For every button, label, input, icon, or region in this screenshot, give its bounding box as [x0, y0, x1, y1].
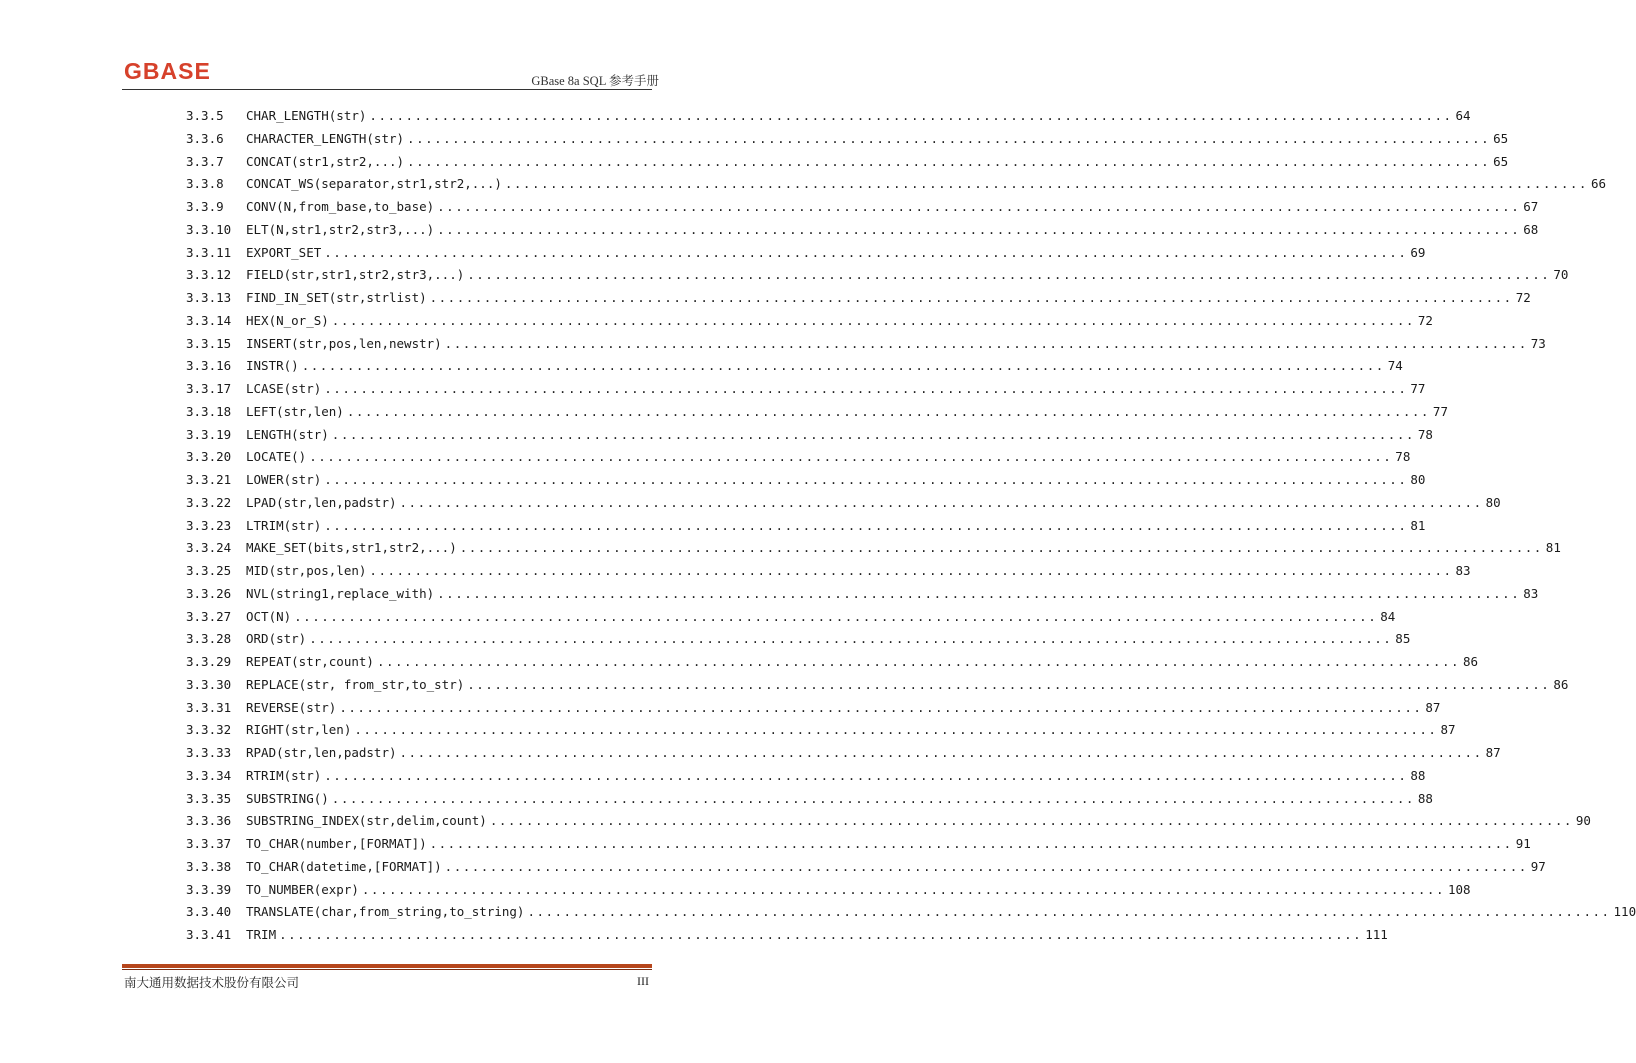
toc-dot-leader: ........................................................................................................................	[376, 654, 1461, 669]
toc-dot-leader: ........................................................................................................................	[467, 676, 1551, 692]
toc-entry-page: 85	[1395, 631, 1411, 647]
toc-entry-title: LCASE(str)	[246, 381, 322, 396]
toc-entry-page: 90	[1575, 813, 1591, 829]
toc-entry[interactable]	[186, 219, 1539, 242]
toc-entry[interactable]	[186, 788, 1433, 811]
toc-entry-page: 87	[1425, 699, 1441, 715]
toc-entry-page: 83	[1523, 585, 1539, 601]
toc-entry-number: 3.3.19	[186, 426, 232, 442]
toc-dot-leader: ........................................................................................................................	[331, 426, 1415, 442]
toc-entry-page: 111	[1365, 927, 1388, 942]
toc-dot-leader: ........................................................................................................................	[437, 585, 1521, 601]
toc-entry-number: 3.3.17	[186, 381, 232, 396]
toc-entry-title: SUBSTRING()	[246, 790, 329, 806]
toc-entry-number: 3.3.30	[186, 676, 232, 692]
toc-entry-number: 3.3.20	[186, 449, 232, 465]
toc-entry[interactable]	[186, 264, 1569, 287]
toc-entry-number: 3.3.39	[186, 881, 232, 897]
toc-entry-page: 86	[1553, 676, 1569, 692]
toc-entry[interactable]	[186, 401, 1448, 424]
toc-entry-page: 72	[1515, 290, 1531, 305]
toc-entry-number: 3.3.21	[186, 472, 232, 487]
toc-entry-page: 83	[1455, 563, 1471, 578]
toc-entry-title: NVL(string1,replace_with)	[246, 585, 435, 601]
toc-entry-page: 70	[1553, 267, 1569, 283]
toc-dot-leader: ........................................................................................................................	[437, 199, 1521, 214]
toc-entry-page: 67	[1523, 199, 1539, 214]
toc-entry-title: CHARACTER_LENGTH(str)	[246, 130, 405, 146]
toc-dot-leader: ........................................................................................................................	[407, 130, 1491, 146]
toc-entry-title: TRIM	[246, 927, 277, 942]
toc-dot-leader: ........................................................................................................................	[324, 381, 1408, 396]
toc-entry[interactable]	[186, 924, 1388, 947]
toc-entry-number: 3.3.36	[186, 813, 232, 829]
toc-entry[interactable]	[186, 196, 1539, 219]
toc-entry-page: 87	[1485, 745, 1501, 760]
toc-entry-title: MAKE_SET(bits,str1,str2,...)	[246, 540, 457, 556]
toc-entry[interactable]	[186, 469, 1426, 492]
toc-entry[interactable]	[186, 355, 1403, 378]
toc-entry-title: LPAD(str,len,padstr)	[246, 494, 397, 510]
toc-dot-leader: ........................................................................................................................	[399, 745, 1483, 760]
toc-entry-number: 3.3.12	[186, 267, 232, 283]
toc-dot-leader: ........................................................................................................................	[429, 290, 1513, 305]
toc-entry[interactable]	[186, 446, 1411, 469]
toc-dot-leader: ........................................................................................................................	[444, 335, 1528, 351]
header-divider	[122, 89, 652, 90]
toc-dot-leader: ........................................................................................................................	[309, 449, 1393, 465]
toc-entry-page: 72	[1417, 312, 1433, 328]
toc-entry[interactable]	[186, 424, 1433, 447]
toc-dot-leader: ........................................................................................................................	[369, 563, 1453, 578]
toc-entry-page: 88	[1417, 790, 1433, 806]
toc-entry-page: 77	[1432, 403, 1448, 419]
toc-entry-number: 3.3.37	[186, 836, 232, 851]
toc-dot-leader: ........................................................................................................................	[407, 153, 1491, 169]
footer-divider	[122, 964, 652, 968]
footer-company-name: 南大通用数据技术股份有限公司	[124, 975, 300, 990]
toc-entry[interactable]	[186, 674, 1569, 697]
toc-entry-title: LTRIM(str)	[246, 517, 322, 533]
toc-entry[interactable]	[186, 606, 1396, 629]
toc-entry-number: 3.3.34	[186, 767, 232, 783]
toc-entry-page: 77	[1410, 381, 1426, 396]
toc-entry[interactable]	[186, 242, 1426, 265]
toc-dot-leader: ........................................................................................................................	[504, 176, 1588, 192]
toc-entry-page: 80	[1410, 472, 1426, 487]
toc-entry-number: 3.3.5	[186, 108, 224, 123]
toc-entry-page: 74	[1387, 358, 1403, 374]
toc-dot-leader: ........................................................................................................................	[324, 517, 1408, 533]
toc-entry-number: 3.3.25	[186, 563, 232, 578]
toc-dot-leader: ........................................................................................................................	[346, 403, 1430, 419]
toc-entry-page: 81	[1410, 517, 1426, 533]
toc-entry[interactable]	[186, 560, 1471, 583]
toc-entry-page: 69	[1410, 244, 1426, 260]
toc-entry-title: RPAD(str,len,padstr)	[246, 745, 397, 760]
toc-entry[interactable]	[186, 333, 1546, 356]
toc-entry-title: FIND_IN_SET(str,strlist)	[246, 290, 427, 305]
toc-entry[interactable]	[186, 151, 1509, 174]
toc-dot-leader: ........................................................................................................................	[354, 722, 1438, 738]
toc-entry-page: 91	[1515, 836, 1531, 851]
toc-entry-title: EXPORT_SET	[246, 244, 322, 260]
toc-entry-page: 88	[1410, 767, 1426, 783]
toc-dot-leader: ........................................................................................................................	[489, 813, 1573, 829]
toc-entry-number: 3.3.14	[186, 312, 232, 328]
toc-entry-number: 3.3.41	[186, 927, 232, 942]
toc-entry-page: 87	[1440, 722, 1456, 738]
toc-entry-title: OCT(N)	[246, 608, 292, 624]
toc-entry-number: 3.3.18	[186, 403, 232, 419]
toc-entry-page: 108	[1447, 881, 1471, 897]
toc-entry-title: ORD(str)	[246, 631, 307, 647]
toc-entry-title: TRANSLATE(char,from_string,to_string)	[246, 904, 525, 920]
toc-dot-leader: ........................................................................................................................	[324, 244, 1408, 260]
toc-entry[interactable]	[186, 583, 1539, 606]
toc-entry-page: 64	[1455, 108, 1471, 123]
toc-entry[interactable]	[186, 378, 1426, 401]
toc-dot-leader: ........................................................................................................................	[369, 108, 1453, 123]
toc-entry-title: RIGHT(str,len)	[246, 722, 352, 738]
toc-dot-leader: ........................................................................................................................	[467, 267, 1551, 283]
toc-entry-page: 78	[1417, 426, 1433, 442]
table-of-contents	[186, 105, 1636, 947]
document-title: GBase 8a SQL 参考手册	[531, 74, 659, 88]
toc-dot-leader: ........................................................................................................................	[429, 836, 1513, 851]
toc-entry-title: LOWER(str)	[246, 472, 322, 487]
toc-entry-title: RTRIM(str)	[246, 767, 322, 783]
toc-entry-number: 3.3.40	[186, 904, 232, 920]
toc-entry[interactable]	[186, 651, 1479, 674]
toc-entry-page: 80	[1485, 494, 1501, 510]
toc-entry[interactable]	[186, 287, 1531, 310]
toc-entry-title: HEX(N_or_S)	[246, 312, 329, 328]
toc-entry-number: 3.3.27	[186, 608, 232, 624]
toc-entry-title: LOCATE()	[246, 449, 307, 465]
toc-entry-title: FIELD(str,str1,str2,str3,...)	[246, 267, 465, 283]
toc-entry-number: 3.3.35	[186, 790, 232, 806]
toc-dot-leader: ........................................................................................................................	[301, 358, 1385, 374]
toc-dot-leader: ........................................................................................................................	[444, 858, 1528, 874]
toc-entry-number: 3.3.38	[186, 858, 232, 874]
toc-entry[interactable]	[186, 742, 1501, 765]
toc-entry-page: 110	[1613, 904, 1636, 920]
toc-entry[interactable]	[186, 765, 1426, 788]
toc-dot-leader: ........................................................................................................................	[339, 699, 1423, 715]
toc-entry-page: 68	[1523, 221, 1539, 237]
toc-entry[interactable]	[186, 537, 1561, 560]
toc-entry[interactable]	[186, 105, 1471, 128]
toc-entry-title: REPLACE(str, from_str,to_str)	[246, 676, 465, 692]
toc-entry-page: 65	[1493, 130, 1509, 146]
gbase-logo: GBASE	[124, 58, 211, 84]
toc-entry-page: 81	[1545, 540, 1561, 556]
toc-entry-title: INSERT(str,pos,len,newstr)	[246, 335, 442, 351]
toc-dot-leader: ........................................................................................................................	[309, 631, 1393, 647]
toc-entry[interactable]	[186, 492, 1501, 515]
toc-entry-number: 3.3.26	[186, 585, 232, 601]
toc-dot-leader: ........................................................................................................................	[361, 881, 1445, 897]
toc-entry-number: 3.3.8	[186, 176, 224, 192]
toc-entry-number: 3.3.11	[186, 244, 232, 260]
toc-entry[interactable]	[186, 856, 1546, 879]
toc-entry[interactable]	[186, 697, 1441, 720]
toc-entry-title: TO_CHAR(datetime,[FORMAT])	[246, 858, 442, 874]
footer-page-number: III	[637, 974, 649, 988]
toc-entry[interactable]	[186, 310, 1433, 333]
toc-entry-title: TO_CHAR(number,[FORMAT])	[246, 836, 427, 851]
toc-entry[interactable]	[186, 128, 1509, 151]
toc-entry-title: ELT(N,str1,str2,str3,...)	[246, 221, 435, 237]
toc-entry-title: REVERSE(str)	[246, 699, 337, 715]
toc-dot-leader: ........................................................................................................................	[324, 767, 1408, 783]
toc-entry-number: 3.3.10	[186, 221, 232, 237]
toc-entry-number: 3.3.28	[186, 631, 232, 647]
toc-entry-number: 3.3.32	[186, 722, 232, 738]
toc-dot-leader: ........................................................................................................................	[459, 540, 1543, 556]
toc-entry[interactable]	[186, 901, 1636, 924]
toc-entry-title: SUBSTRING_INDEX(str,delim,count)	[246, 813, 487, 829]
toc-entry-title: CONCAT(str1,str2,...)	[246, 153, 405, 169]
toc-entry[interactable]	[186, 173, 1607, 196]
toc-dot-leader: ........................................................................................................................	[331, 312, 1415, 328]
toc-dot-leader: ........................................................................................................................	[437, 221, 1521, 237]
toc-entry-title: LENGTH(str)	[246, 426, 329, 442]
toc-entry[interactable]	[186, 879, 1471, 902]
toc-dot-leader: ........................................................................................................................	[331, 790, 1415, 806]
toc-entry-page: 66	[1590, 176, 1607, 192]
toc-entry-title: INSTR()	[246, 358, 299, 374]
toc-entry-number: 3.3.16	[186, 358, 232, 374]
toc-entry[interactable]	[186, 628, 1411, 651]
toc-entry-page: 97	[1530, 858, 1546, 874]
toc-entry[interactable]	[186, 810, 1591, 833]
toc-entry-page: 78	[1395, 449, 1411, 465]
toc-entry[interactable]	[186, 833, 1531, 856]
toc-entry-number: 3.3.13	[186, 290, 232, 305]
toc-entry-number: 3.3.29	[186, 654, 232, 669]
toc-entry-number: 3.3.6	[186, 130, 224, 146]
toc-entry[interactable]	[186, 515, 1426, 538]
toc-entry[interactable]	[186, 719, 1456, 742]
toc-entry-title: REPEAT(str,count)	[246, 654, 374, 669]
toc-entry-number: 3.3.7	[186, 153, 224, 169]
toc-entry-number: 3.3.31	[186, 699, 232, 715]
toc-entry-number: 3.3.9	[186, 199, 224, 214]
footer-divider-thin	[122, 969, 652, 970]
toc-entry-number: 3.3.33	[186, 745, 232, 760]
toc-dot-leader: ........................................................................................................................	[279, 927, 1363, 942]
toc-entry-page: 65	[1493, 153, 1509, 169]
toc-entry-number: 3.3.15	[186, 335, 232, 351]
toc-entry-number: 3.3.22	[186, 494, 232, 510]
toc-entry-page: 73	[1530, 335, 1546, 351]
toc-dot-leader: ........................................................................................................................	[324, 472, 1408, 487]
toc-entry-page: 86	[1463, 654, 1479, 669]
toc-dot-leader: ........................................................................................................................	[294, 608, 1378, 624]
toc-entry-page: 84	[1380, 608, 1396, 624]
toc-entry-title: MID(str,pos,len)	[246, 563, 367, 578]
toc-entry-title: LEFT(str,len)	[246, 403, 344, 419]
toc-entry-title: TO_NUMBER(expr)	[246, 881, 359, 897]
toc-entry-number: 3.3.23	[186, 517, 232, 533]
toc-entry-title: CONV(N,from_base,to_base)	[246, 199, 435, 214]
toc-dot-leader: ........................................................................................................................	[527, 904, 1611, 920]
toc-entry-title: CHAR_LENGTH(str)	[246, 108, 367, 123]
toc-entry-title: CONCAT_WS(separator,str1,str2,...)	[246, 176, 502, 192]
toc-entry-number: 3.3.24	[186, 540, 232, 556]
toc-dot-leader: ........................................................................................................................	[399, 494, 1483, 510]
